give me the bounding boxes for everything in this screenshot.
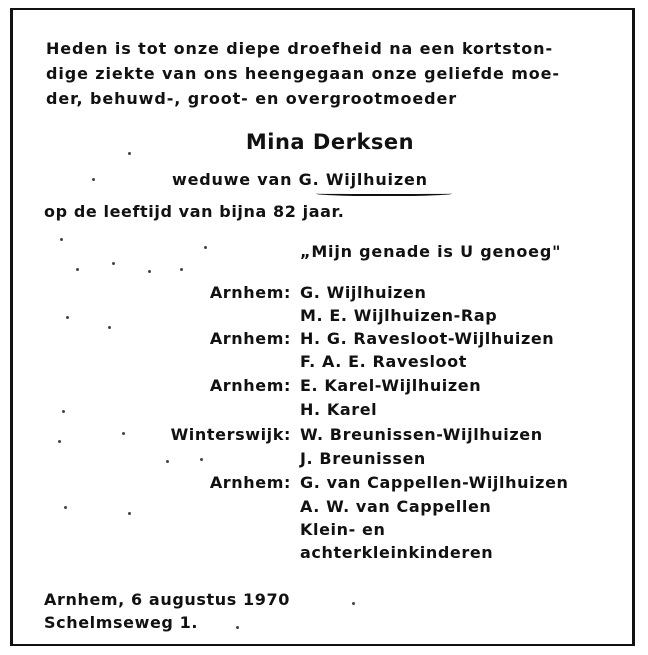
family-row	[0, 306, 648, 330]
family-row	[0, 400, 648, 424]
print-speck	[58, 440, 61, 443]
age-line: op de leeftijd van bijna 82 jaar.	[44, 202, 345, 221]
family-name: J. Breunissen	[300, 449, 426, 468]
motto: „Mijn genade is U genoeg"	[300, 242, 562, 261]
print-speck	[180, 268, 183, 271]
family-row	[0, 520, 648, 544]
family-row	[0, 449, 648, 473]
print-speck	[92, 178, 95, 181]
print-speck	[200, 458, 203, 461]
family-place: Arnhem:	[209, 376, 291, 395]
print-speck	[60, 238, 63, 241]
family-name: achterkleinkinderen	[300, 543, 494, 562]
family-place: Arnhem:	[209, 283, 291, 302]
widow-prefix: weduwe van G.	[172, 170, 326, 189]
print-speck	[128, 512, 131, 515]
handwritten-underline	[316, 190, 452, 196]
family-row	[0, 497, 648, 521]
family-place: Arnhem:	[209, 329, 291, 348]
family-row	[0, 352, 648, 376]
family-row	[0, 329, 648, 353]
family-name: G. Wijlhuizen	[300, 283, 427, 302]
print-speck	[76, 268, 79, 271]
print-speck	[204, 246, 207, 249]
announcement-line: der, behuwd-, groot- en overgrootmoeder	[46, 89, 458, 108]
print-speck	[64, 506, 67, 509]
family-name: H. Karel	[300, 400, 378, 419]
family-name: M. E. Wijlhuizen-Rap	[300, 306, 498, 325]
family-name: G. van Cappellen-Wijlhuizen	[300, 473, 569, 492]
print-speck	[352, 602, 355, 605]
family-name: W. Breunissen-Wijlhuizen	[300, 425, 543, 444]
family-row	[0, 543, 648, 567]
announcement-paragraph	[46, 36, 611, 111]
signoff-place-date: Arnhem, 6 augustus 1970	[44, 590, 290, 609]
family-place: Arnhem:	[209, 473, 291, 492]
family-place: Winterswijk:	[170, 425, 291, 444]
deceased-name: Mina Derksen	[245, 130, 415, 154]
print-speck	[166, 460, 169, 463]
print-speck	[112, 262, 115, 265]
widow-surname: Wijlhuizen	[325, 170, 428, 189]
print-speck	[236, 626, 239, 629]
signoff	[44, 588, 290, 634]
print-speck	[122, 432, 125, 435]
print-speck	[148, 270, 151, 273]
signoff-address: Schelmseweg 1.	[44, 613, 199, 632]
family-name: E. Karel-Wijlhuizen	[300, 376, 482, 395]
print-speck	[66, 316, 69, 319]
announcement-line: dige ziekte van ons heengegaan onze geliefde moe-	[46, 64, 560, 83]
family-row	[0, 473, 648, 497]
family-name: F. A. E. Ravesloot	[300, 352, 467, 371]
widow-line	[172, 170, 428, 189]
family-name: H. G. Ravesloot-Wijlhuizen	[300, 329, 555, 348]
family-row	[0, 376, 648, 400]
print-speck	[108, 326, 111, 329]
print-speck	[62, 410, 65, 413]
family-row	[0, 425, 648, 449]
family-name: Klein- en	[300, 520, 386, 539]
print-speck	[128, 152, 131, 155]
family-row	[0, 283, 648, 307]
announcement-line: Heden is tot onze diepe droefheid na een kortston-	[46, 39, 553, 58]
family-name: A. W. van Cappellen	[300, 497, 492, 516]
